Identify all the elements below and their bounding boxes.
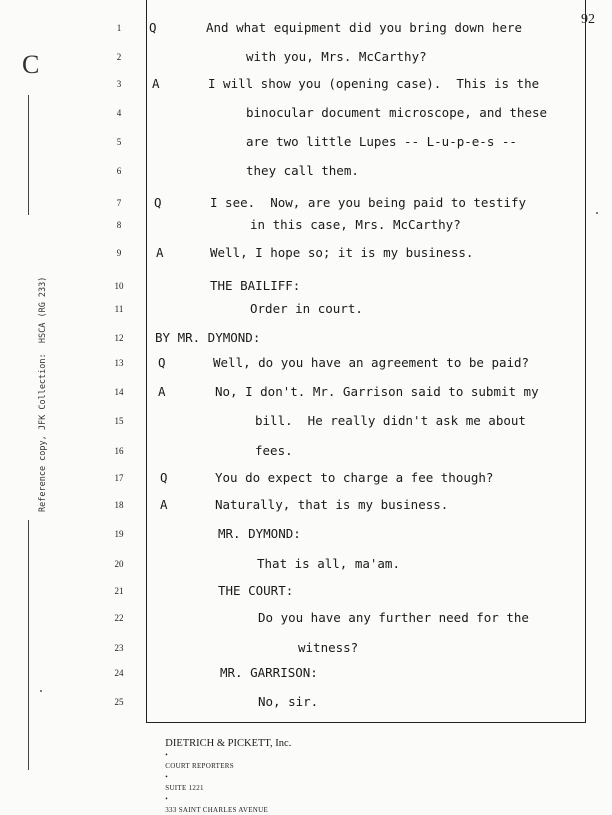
line-number: 13: [114, 358, 124, 368]
transcript-line: with you, Mrs. McCarthy?: [246, 49, 427, 64]
transcript-line: Well, I hope so; it is my business.: [210, 245, 474, 260]
transcript-line: I will show you (opening case). This is the: [208, 76, 540, 91]
footer: [160, 727, 590, 815]
transcript-line: Well, do you have an agreement to be paid?: [213, 355, 530, 370]
transcript-line: binocular document microscope, and these: [246, 105, 548, 120]
footer-separator: •: [165, 773, 169, 781]
footer-separator: •: [165, 795, 169, 803]
line-number: 11: [114, 304, 124, 314]
line-number: 21: [114, 586, 124, 596]
margin-scan-line: [28, 95, 29, 215]
line-number: 6: [116, 166, 122, 176]
speaker-marker: Q: [158, 355, 166, 370]
page-number: 92: [581, 12, 595, 27]
transcript-line: MR. GARRISON:: [220, 665, 318, 680]
transcript-line: in this case, Mrs. McCarthy?: [250, 217, 461, 232]
transcript-line: No, sir.: [258, 694, 319, 709]
line-number: 5: [116, 137, 122, 147]
archive-reference-stamp: Reference copy, JFK Collection: HSCA (RG 233): [38, 276, 48, 512]
speaker-marker: A: [158, 384, 166, 399]
line-number: 14: [114, 387, 124, 397]
scan-speck: [596, 212, 598, 214]
speaker-marker: Q: [160, 470, 168, 485]
line-number: 3: [116, 79, 122, 89]
transcript-line: witness?: [298, 640, 359, 655]
transcript-line: THE BAILIFF:: [210, 278, 301, 293]
speaker-marker: A: [152, 76, 160, 91]
margin-scan-line: [28, 520, 29, 770]
line-number: 20: [114, 559, 124, 569]
line-number: 10: [114, 281, 124, 291]
transcript-line: And what equipment did you bring down here: [206, 20, 523, 35]
transcript-line: You do expect to charge a fee though?: [215, 470, 494, 485]
transcript-line: they call them.: [246, 163, 359, 178]
footer-separator: •: [165, 751, 169, 759]
line-number: 1: [116, 23, 122, 33]
speaker-marker: A: [156, 245, 164, 260]
speaker-marker: Q: [149, 20, 157, 35]
line-number: 17: [114, 473, 124, 483]
line-number: 7: [116, 198, 122, 208]
transcript-line: BY MR. DYMOND:: [155, 330, 261, 345]
transcript-line: Naturally, that is my business.: [215, 497, 449, 512]
line-number: 23: [114, 643, 124, 653]
transcript-line: MR. DYMOND:: [218, 526, 301, 541]
punch-hole-mark: C: [22, 50, 40, 79]
line-number: 16: [114, 446, 124, 456]
line-number: 4: [116, 108, 122, 118]
line-number: 19: [114, 529, 124, 539]
transcript-line: bill. He really didn't ask me about: [255, 413, 526, 428]
line-number: 8: [116, 220, 122, 230]
line-number: 12: [114, 333, 124, 343]
footer-suite: SUITE 1221: [165, 784, 204, 792]
transcript-line: THE COURT:: [218, 583, 294, 598]
transcript-line: Do you have any further need for the: [258, 610, 529, 625]
footer-role: COURT REPORTERS: [165, 762, 234, 770]
line-number: 2: [116, 52, 122, 62]
line-number: 22: [114, 613, 124, 623]
transcript-line: are two little Lupes -- L-u-p-e-s --: [246, 134, 517, 149]
speaker-marker: A: [160, 497, 168, 512]
footer-firm: DIETRICH & PICKETT, Inc.: [165, 738, 292, 749]
line-number: 9: [116, 248, 122, 258]
line-number: 24: [114, 668, 124, 678]
transcript-line: That is all, ma'am.: [257, 556, 400, 571]
transcript-line: I see. Now, are you being paid to testify: [210, 195, 527, 210]
speaker-marker: Q: [154, 195, 162, 210]
scan-speck: [40, 690, 42, 692]
transcript-line: No, I don't. Mr. Garrison said to submit my: [215, 384, 539, 399]
transcript-line: Order in court.: [250, 301, 363, 316]
footer-address: 333 SAINT CHARLES AVENUE: [165, 806, 269, 814]
transcript-line: fees.: [255, 443, 293, 458]
line-number: 15: [114, 416, 124, 426]
line-number: 25: [114, 697, 124, 707]
line-number: 18: [114, 500, 124, 510]
